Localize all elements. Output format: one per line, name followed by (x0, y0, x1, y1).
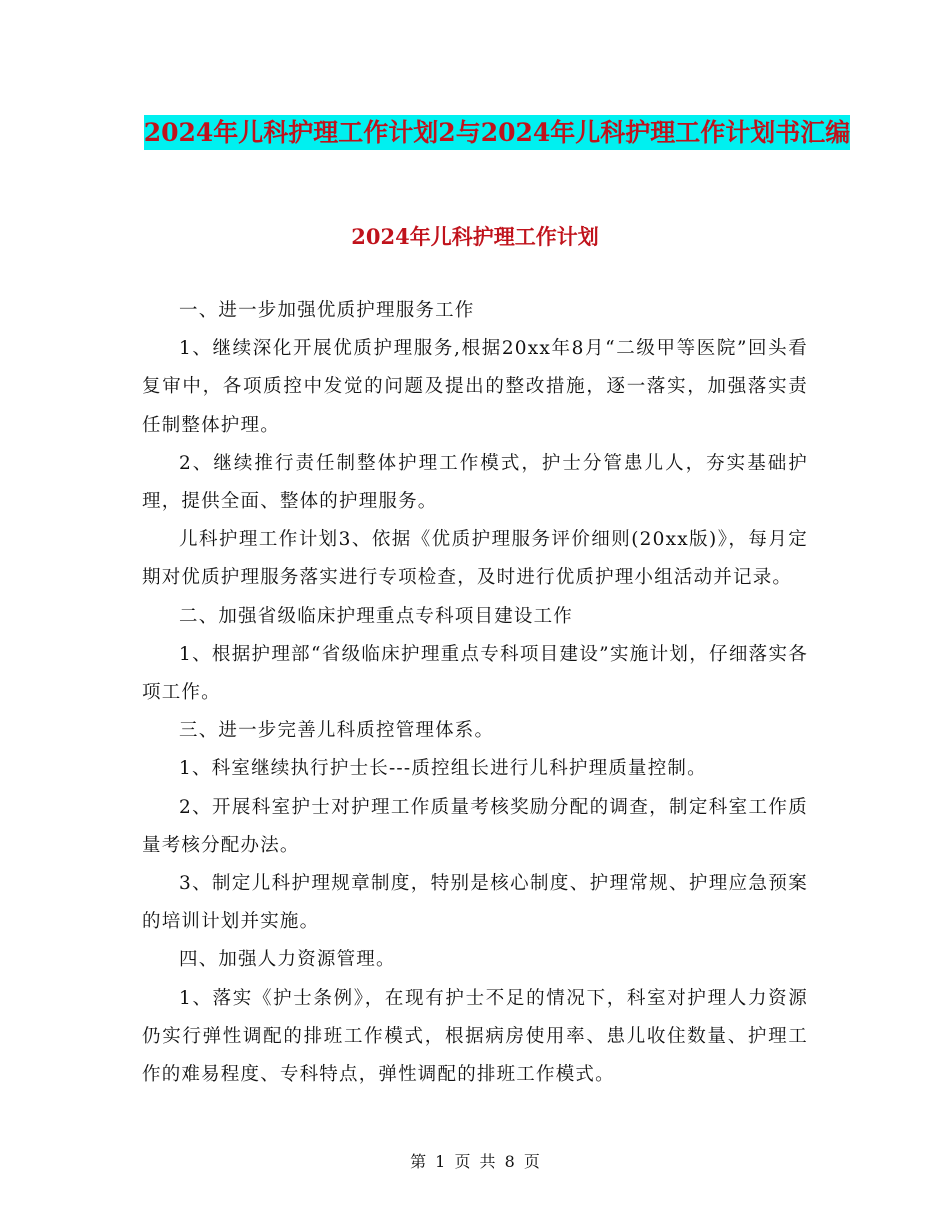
paragraph: 2、开展科室护士对护理工作质量考核奖励分配的调查，制定科室工作质量考核分配办法。 (142, 796, 808, 856)
paragraph: 1、落实《护士条例》，在现有护士不足的情况下，科室对护理人力资源仍实行弹性调配的排班工作模式，根据病房使用率、患儿收住数量、护理工作的难易程度、专科特点，弹性调配的排班工作模式。 (142, 987, 808, 1086)
paragraph-heading-4: 四、加强人力资源管理。 (179, 949, 396, 971)
paragraph: 1、根据护理部“省级临床护理重点专科项目建设”实施计划，仔细落实各项工作。 (142, 643, 808, 704)
paragraph: 1、科室继续执行护士长---质控组长进行儿科护理质量控制。 (179, 758, 707, 780)
document-title (142, 112, 852, 154)
paragraph: 2、继续推行责任制整体护理工作模式，护士分管患儿人，夯实基础护理，提供全面、整体的护理服务。 (142, 452, 808, 513)
paragraph: 儿科护理工作计划3、依据《优质护理服务评价细则(20xx版)》，每月定期对优质护理服务落实进行专项检查，及时进行优质护理小组活动并记录。 (142, 529, 808, 589)
paragraph-heading-3: 三、进一步完善儿科质控管理体系。 (179, 720, 495, 742)
document-title-highlight: 2024年儿科护理工作计划2与2024年儿科护理工作计划书汇编 (144, 115, 851, 150)
section-title: 2024年儿科护理工作计划 (351, 224, 599, 249)
page-footer: 第 1 页 共 8 页 (410, 1152, 540, 1171)
paragraph: 3、制定儿科护理规章制度，特别是核心制度、护理常规、护理应急预案的培训计划并实施。 (142, 873, 808, 933)
paragraph: 1、继续深化开展优质护理服务,根据20xx年8月“二级甲等医院”回头看复审中，各项质控中发觉的问题及提出的整改措施，逐一落实，加强落实责任制整体护理。 (142, 338, 808, 436)
document-body (142, 292, 808, 1094)
paragraph-heading-2: 二、加强省级临床护理重点专科项目建设工作 (179, 605, 574, 627)
paragraph-heading-1: 一、进一步加强优质护理服务工作 (179, 300, 475, 321)
